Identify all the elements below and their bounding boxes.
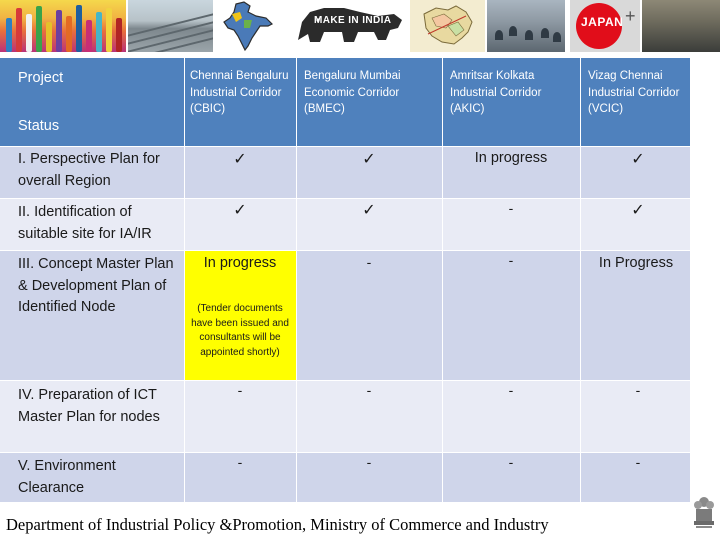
status-value: - — [237, 454, 243, 470]
status-value: - — [635, 382, 641, 398]
status-value: In progress — [474, 150, 548, 166]
table-row — [0, 380, 690, 452]
column-header-vcic: Vizag Chennai Industrial Corridor (VCIC) — [588, 70, 680, 115]
row-divider — [0, 380, 690, 381]
status-value: - — [508, 252, 514, 268]
row-divider — [0, 198, 690, 199]
national-emblem-icon — [692, 494, 716, 534]
table-header-row — [0, 58, 690, 146]
japan-plus-graphic — [570, 0, 720, 52]
column-divider — [580, 58, 581, 502]
table-row — [0, 198, 690, 250]
check-mark: ✓ — [233, 149, 247, 168]
colorful-pencils-photo — [0, 0, 126, 52]
make-in-india-text: MAKE IN INDIA — [314, 15, 392, 26]
check-mark: ✓ — [631, 149, 645, 168]
table-row — [0, 452, 690, 502]
status-value: - — [237, 382, 243, 398]
delegation-photo — [642, 0, 720, 52]
check-mark: ✓ — [362, 149, 376, 168]
table-row — [0, 146, 690, 198]
row-label-site-identification: II. Identification of suitable site for IA/IR — [18, 204, 152, 242]
status-value: In progress — [203, 255, 277, 271]
tender-note: (Tender documents have been issued and consultants will be appointed shortly) — [191, 303, 289, 358]
row-label-perspective-plan: I. Perspective Plan for overall Region — [18, 151, 160, 189]
status-header-label: Status — [18, 118, 60, 134]
rajasthan-map-graphic — [410, 0, 485, 52]
status-value: - — [508, 454, 514, 470]
status-value: - — [508, 200, 514, 216]
japan-plus-sign: + — [625, 6, 636, 26]
row-divider — [0, 452, 690, 453]
check-mark: ✓ — [631, 200, 645, 219]
footer — [0, 510, 720, 540]
project-header-label: Project — [18, 70, 64, 86]
meeting-photo — [487, 0, 565, 52]
row-divider — [0, 250, 690, 251]
column-header-bmec: Bengaluru Mumbai Economic Corridor (BMEC) — [304, 70, 401, 115]
column-divider — [184, 58, 185, 502]
make-in-india-logo — [294, 0, 406, 52]
column-divider — [296, 58, 297, 502]
row-label-ict-master-plan: IV. Preparation of ICT Master Plan for nodes — [18, 387, 160, 425]
japan-logo-text: JAPAN — [581, 15, 624, 29]
table-row — [0, 250, 690, 380]
india-map-graphic — [214, 0, 278, 52]
department-footer-text: Department of Industrial Policy &Promotion, Ministry of Commerce and Industry — [6, 515, 549, 534]
solar-panels-photo — [128, 0, 213, 52]
check-mark: ✓ — [233, 200, 247, 219]
column-divider — [442, 58, 443, 502]
status-value: - — [635, 454, 641, 470]
row-divider — [0, 146, 690, 147]
status-value: - — [508, 382, 514, 398]
row-label-environment-clearance: V. Environment Clearance — [18, 458, 116, 496]
status-value: - — [366, 382, 372, 398]
column-header-akic: Amritsar Kolkata Industrial Corridor (AKIC) — [450, 70, 542, 115]
column-header-cbic: Chennai Bengaluru Industrial Corridor (CBIC) — [190, 70, 289, 115]
row-label-concept-master-plan: III. Concept Master Plan & Development Plan of Identified Node — [18, 256, 174, 315]
status-value: In Progress — [598, 255, 674, 271]
banner — [0, 0, 720, 58]
status-value: - — [366, 254, 372, 270]
status-value: - — [366, 454, 372, 470]
check-mark: ✓ — [362, 200, 376, 219]
